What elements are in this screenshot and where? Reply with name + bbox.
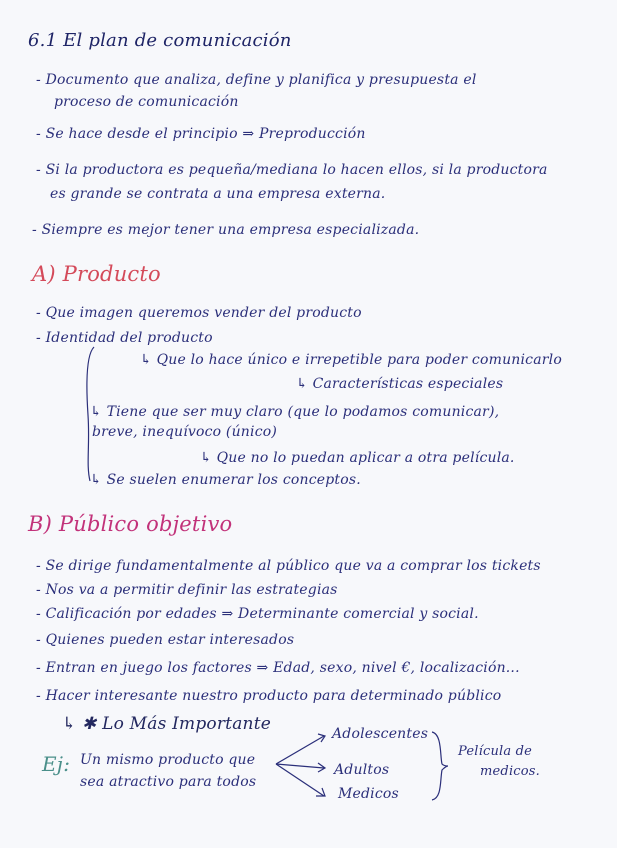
- intro-line: es grande se contrata a una empresa externa.: [50, 186, 386, 202]
- intro-line: - Siempre es mejor tener una empresa especializada.: [32, 222, 420, 238]
- target-item: Adolescentes: [332, 726, 429, 742]
- bracket-line: [80, 345, 100, 485]
- example-note: medicos.: [480, 764, 541, 779]
- section-a-line: - Que imagen queremos vender del producto: [36, 305, 362, 321]
- section-a-line: ↳ Que lo hace único e irrepetible para poder comunicarlo: [140, 352, 562, 368]
- intro-line: proceso de comunicación: [54, 94, 239, 110]
- intro-line: - Documento que analiza, define y planifica y presupuesta el: [36, 72, 477, 88]
- section-b-line: - Calificación por edades ⇒ Determinante comercial y social.: [36, 606, 479, 622]
- branch-arrows: [272, 730, 332, 802]
- section-b-heading: B) Público objetivo: [28, 512, 233, 536]
- section-a-line: breve, inequívoco (único): [92, 424, 278, 440]
- section-a-line: ↳ Se suelen enumerar los conceptos.: [90, 472, 361, 488]
- page-title: 6.1 El plan de comunicación: [28, 30, 292, 51]
- intro-line: - Si la productora es pequeña/mediana lo hacen ellos, si la productora: [36, 162, 548, 178]
- target-item: Medicos: [338, 786, 399, 802]
- section-a-line: ↳ Que no lo puedan aplicar a otra película.: [200, 450, 515, 466]
- section-a-line: ↳ Características especiales: [296, 376, 504, 392]
- section-a-line: - Identidad del producto: [36, 330, 213, 346]
- section-b-line: - Nos va a permitir definir las estrategias: [36, 582, 338, 598]
- section-b-line: - Se dirige fundamentalmente al público que va a comprar los tickets: [36, 558, 541, 574]
- section-a-heading: A) Producto: [32, 262, 161, 286]
- target-item: Adultos: [334, 762, 390, 778]
- example-text: sea atractivo para todos: [80, 774, 257, 790]
- intro-line: - Se hace desde el principio ⇒ Preproducción: [36, 126, 366, 142]
- brace: [428, 730, 450, 802]
- section-a-line: ↳ Tiene que ser muy claro (que lo podamos comunicar),: [90, 404, 500, 420]
- example-note: Película de: [458, 744, 533, 759]
- section-b-line: - Hacer interesante nuestro producto para determinado público: [36, 688, 502, 704]
- example-label: Ej:: [42, 752, 71, 776]
- section-b-line: - Quienes pueden estar interesados: [36, 632, 295, 648]
- important-note: ↳ ✱ Lo Más Importante: [62, 714, 271, 734]
- section-b-line: - Entran en juego los factores ⇒ Edad, sexo, nivel €, localización...: [36, 660, 520, 676]
- example-text: Un mismo producto que: [80, 752, 256, 768]
